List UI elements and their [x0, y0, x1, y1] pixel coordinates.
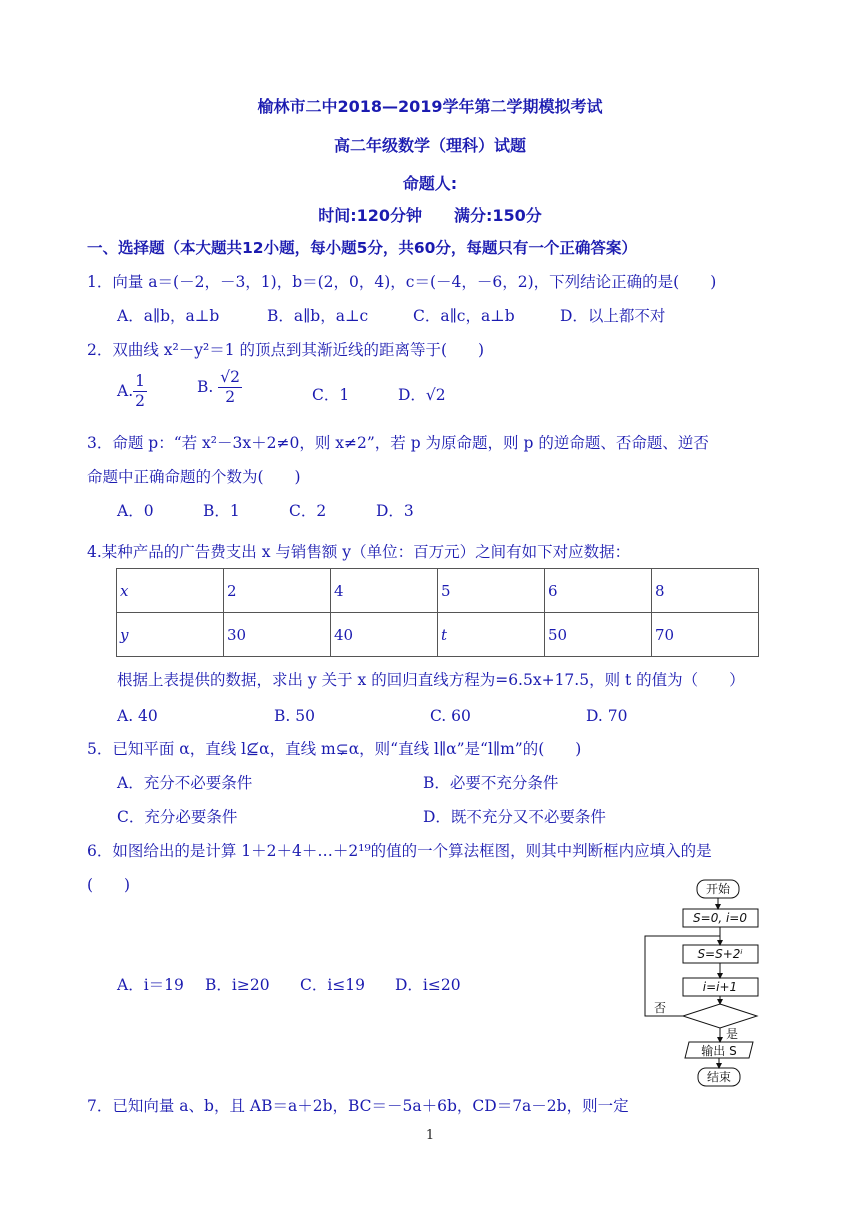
- q6-option-c: C．i≤19: [300, 976, 366, 994]
- flow-init-text: S=0, i=0: [693, 911, 747, 925]
- table-cell: x: [117, 569, 224, 613]
- q4-option-b: B. 50: [274, 707, 315, 725]
- q6-stem-line1: 6．如图给出的是计算 1＋2＋4＋…＋2¹⁹的值的一个算法框图，则其中判断框内应填入的是: [87, 842, 712, 860]
- q6-option-a: A．i＝19: [117, 976, 184, 994]
- q1-option-d: D．以上都不对: [560, 307, 666, 325]
- q4-option-a: A. 40: [117, 707, 158, 725]
- table-cell: 50: [545, 613, 652, 657]
- q2-option-b-numerator: √2: [218, 368, 242, 388]
- q4-followup: 根据上表提供的数据，求出 y 关于 x 的回归直线方程为=6.5x+17.5，则 t 的值为（ ）: [117, 671, 745, 689]
- q2-option-b-denominator: 2: [225, 388, 236, 407]
- q2-option-a-denominator: 2: [135, 392, 145, 411]
- q4-data-table: [116, 568, 759, 657]
- table-cell: 40: [331, 613, 438, 657]
- q5-stem: 5．已知平面 α，直线 l⊈α，直线 m⊊α，则“直线 l∥α”是“l∥m”的( ): [87, 740, 582, 758]
- q5-option-c: C．充分必要条件: [117, 808, 238, 826]
- flow-end-text: 结束: [706, 1070, 732, 1084]
- flow-output-text: 输出 S: [701, 1044, 737, 1058]
- q5-option-b: B．必要不充分条件: [423, 774, 559, 792]
- q6-option-b: B．i≥20: [205, 976, 270, 994]
- flow-decision-diamond: [683, 1004, 757, 1028]
- table-cell: 5: [438, 569, 545, 613]
- flow-update-s-text: S=S+2ⁱ: [697, 947, 743, 961]
- table-cell: 8: [652, 569, 759, 613]
- table-cell: 2: [224, 569, 331, 613]
- flow-yes-label: 是: [726, 1027, 739, 1041]
- q3-option-d: D．3: [376, 502, 414, 520]
- q1-option-b: B．a∥b，a⊥c: [267, 307, 369, 325]
- q1-option-a: A．a∥b，a⊥b: [117, 307, 220, 325]
- q2-option-a-label: A.: [117, 381, 134, 400]
- q3-option-a: A．0: [117, 502, 154, 520]
- q1-stem: 1．向量 a＝(－2，－3，1)，b＝(2，0，4)，c＝(－4，－6，2)，下列结论正确的是( ): [87, 273, 717, 291]
- section-heading: 一、选择题（本大题共12小题，每小题5分，共60分，每题只有一个正确答案）: [87, 239, 637, 257]
- time-info: 时间:120分钟 满分:150分: [318, 206, 542, 225]
- q2-option-a: [117, 372, 147, 412]
- q1-option-c: C．a∥c，a⊥b: [413, 307, 515, 325]
- table-cell: t: [438, 613, 545, 657]
- table-row: [117, 569, 759, 613]
- q3-option-b: B．1: [203, 502, 240, 520]
- table-row: [117, 613, 759, 657]
- q2-stem: 2．双曲线 x²－y²＝1 的顶点到其渐近线的距离等于( ): [87, 341, 485, 359]
- q2-option-d: D．√2: [398, 386, 446, 404]
- q2-option-b-label: B.: [197, 377, 214, 396]
- q3-stem-line2: 命题中正确命题的个数为( ): [87, 468, 301, 486]
- table-cell: 70: [652, 613, 759, 657]
- author-label: 命题人:: [402, 174, 458, 193]
- q4-stem: 4.某种产品的广告费支出 x 与销售额 y（单位：百万元）之间有如下对应数据：: [87, 543, 631, 561]
- q6-stem-line2: ( ): [87, 876, 131, 894]
- q6-option-d: D．i≤20: [395, 976, 461, 994]
- q4-option-c: C. 60: [430, 707, 471, 725]
- flowchart: [640, 876, 770, 1090]
- table-cell: 6: [545, 569, 652, 613]
- q4-option-d: D. 70: [586, 707, 628, 725]
- table-cell: 30: [224, 613, 331, 657]
- q2-option-b-fraction: [218, 368, 242, 408]
- q2-option-a-fraction: [133, 372, 147, 412]
- page-number: 1: [425, 1128, 435, 1143]
- q7-stem: 7．已知向量 a、b，且 AB＝a＋2b，BC＝－5a＋6b，CD＝7a－2b，则一定: [87, 1097, 629, 1115]
- table-cell: y: [117, 613, 224, 657]
- q2-option-a-numerator: 1: [133, 372, 147, 392]
- q2-option-b: [197, 368, 242, 408]
- q2-option-c: C．1: [312, 386, 350, 404]
- q5-option-a: A．充分不必要条件: [117, 774, 253, 792]
- flow-update-i-text: i=i+1: [702, 980, 738, 994]
- exam-title: 高二年级数学（理科）试题: [333, 136, 526, 155]
- q5-option-d: D．既不充分又不必要条件: [423, 808, 606, 826]
- school-title: 榆林市二中2018—2019学年第二学期模拟考试: [257, 97, 603, 116]
- table-cell: 4: [331, 569, 438, 613]
- flow-no-label: 否: [654, 1001, 667, 1015]
- q3-stem-line1: 3．命题 p：“若 x²－3x＋2≠0，则 x≠2”，若 p 为原命题，则 p 的逆命题、否命题、逆否: [87, 434, 709, 452]
- flow-start-text: 开始: [705, 882, 731, 896]
- q3-option-c: C．2: [289, 502, 327, 520]
